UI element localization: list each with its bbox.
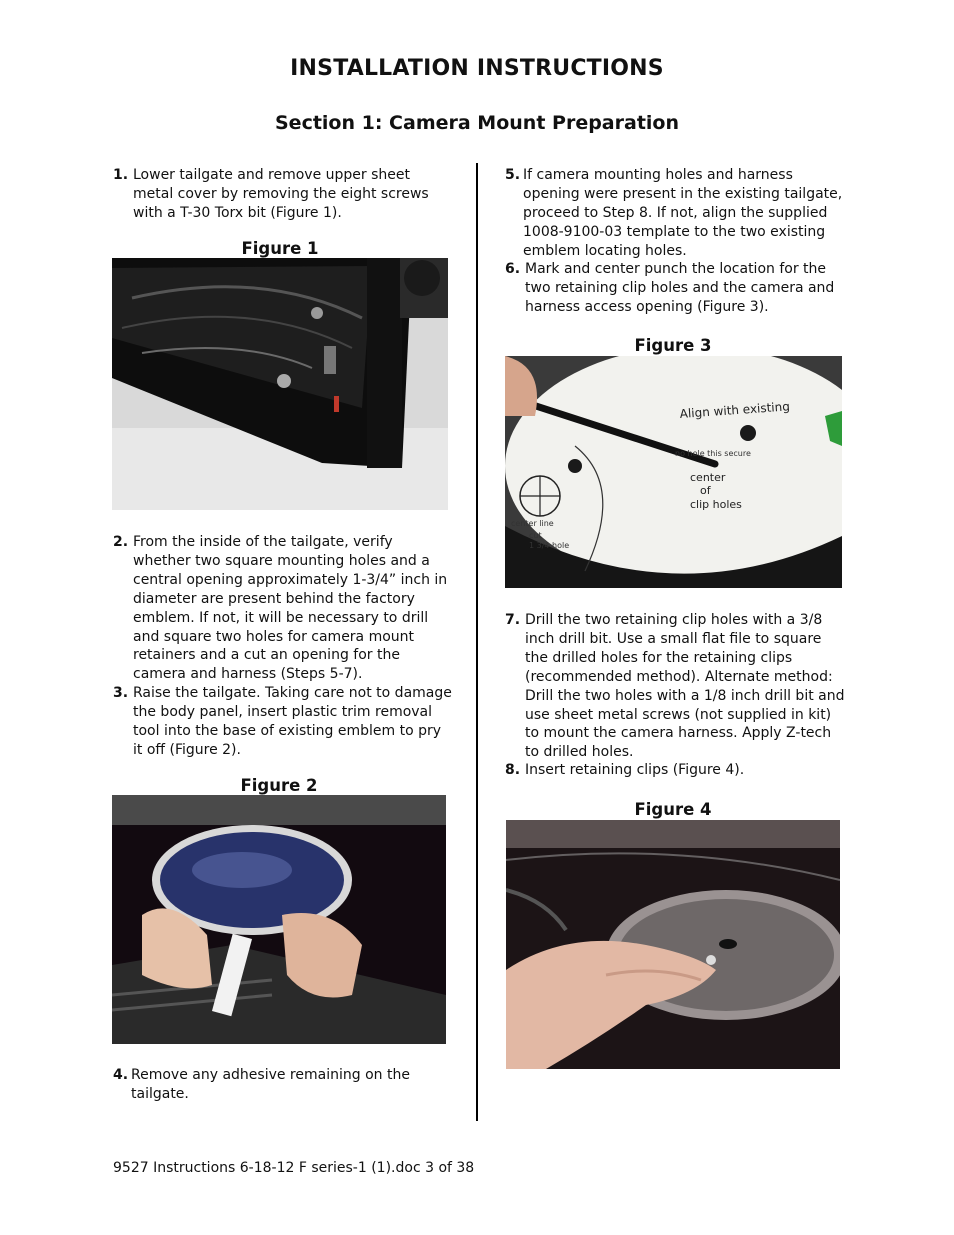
step-6: 6. Mark and center punch the location for the two retaining clip holes and the camera and harness access opening (Figure 3). xyxy=(505,260,845,317)
figure-3-note-centerline: center line xyxy=(511,519,554,528)
figure-4-photo xyxy=(506,820,840,1069)
step-7-text: Drill the two retaining clip holes with a 3/8 inch drill bit. Use a small flat file to square the drilled holes for the retaining clips (recommended method). Alternate method: Drill the two holes with a 1/8 inch drill bit and use sheet metal screws (not supplied in kit) to mount the camera harness. Apply Z-tech to drilled holes. xyxy=(525,612,845,761)
column-divider xyxy=(476,163,478,1121)
step-4: 4. Remove any adhesive remaining on the tailgate. xyxy=(113,1066,453,1104)
step-5: 5. If camera mounting holes and harness opening were present in the existing tailgate, proceed to Step 8. If not, align the supplied 1008-9100-03 template to the two existing emblem locating holes. xyxy=(505,166,845,261)
step-1: 1. Lower tailgate and remove upper sheet metal cover by removing the eight screws with a T-30 Torx bit (Figure 1). xyxy=(113,166,453,223)
step-8-text: Insert retaining clips (Figure 4). xyxy=(525,762,745,778)
footer: 9527 Instructions 6-18-12 F series-1 (1).doc 3 of 38 xyxy=(113,1160,475,1176)
step-2: 2. From the inside of the tailgate, verify whether two square mounting holes and a central opening approximately 1-3/4” inch in diameter are present behind the factory emblem. If not, it will be necessary to drill and square two holes for camera mount retainers and a cut an opening for the camera and harness (Steps 5-7). xyxy=(113,533,453,684)
step-3-text: Raise the tailgate. Taking care not to damage the body panel, insert plastic trim removal tool into the base of existing emblem to pry it off (Figure 2). xyxy=(133,685,452,758)
figure-3-note-cut: cut xyxy=(529,531,542,540)
figure-4-caption: Figure 4 xyxy=(634,800,712,819)
figure-3-note-align: Align with existing xyxy=(679,399,791,421)
figure-1-caption: Figure 1 xyxy=(241,239,319,258)
step-7: 7. Drill the two retaining clip holes with a 3/8 inch drill bit. Use a small flat file to square the drilled holes for the retaining clips (recommended method). Alternate method: Drill the two holes with a 1/8 inch drill bit and use sheet metal screws (not supplied in kit) to mount the camera harness. Apply Z-tech to drilled holes. xyxy=(505,612,845,761)
page-title: INSTALLATION INSTRUCTIONS xyxy=(290,56,664,81)
step-6-text: Mark and center punch the location for the two retaining clip holes and the camera and harness access opening (Figure 3). xyxy=(525,261,835,315)
figure-3-photo xyxy=(505,356,842,588)
figure-2-photo xyxy=(112,795,446,1044)
figure-3-note-of: of xyxy=(700,484,711,497)
section-title: Section 1: Camera Mount Preparation xyxy=(275,112,679,134)
step-8: 8. Insert retaining clips (Figure 4). xyxy=(505,761,845,780)
figure-3-note-hole: 1 3/4 hole xyxy=(529,541,570,550)
step-3: 3. Raise the tailgate. Taking care not to damage the body panel, insert plastic trim removal tool into the base of existing emblem to pry it off (Figure 2). xyxy=(113,685,452,758)
figure-2-caption: Figure 2 xyxy=(240,776,318,795)
step-5-text: If camera mounting holes and harness opening were present in the existing tailgate, proceed to Step 8. If not, align the supplied 1008-9100-03 template to the two existing emblem locating holes. xyxy=(523,167,843,259)
figure-3-note-center: center xyxy=(690,471,726,484)
figure-3-note-nohole: no hole this secure xyxy=(675,449,751,458)
figure-3-caption: Figure 3 xyxy=(634,336,712,355)
step-1-text: Lower tailgate and remove upper sheet metal cover by removing the eight screws with a T-30 Torx bit (Figure 1). xyxy=(133,167,429,221)
step-2-text: From the inside of the tailgate, verify whether two square mounting holes and a central opening approximately 1-3/4” inch in diameter are present behind the factory emblem. If not, it will be necessary to drill and square two holes for camera mount retainers and a cut an opening for the camera and harness (Steps 5-7). xyxy=(133,534,448,683)
figure-1-photo xyxy=(112,258,448,510)
step-4-text: Remove any adhesive remaining on the tailgate. xyxy=(131,1067,410,1102)
figure-3-note-clipholes: clip holes xyxy=(690,498,742,511)
